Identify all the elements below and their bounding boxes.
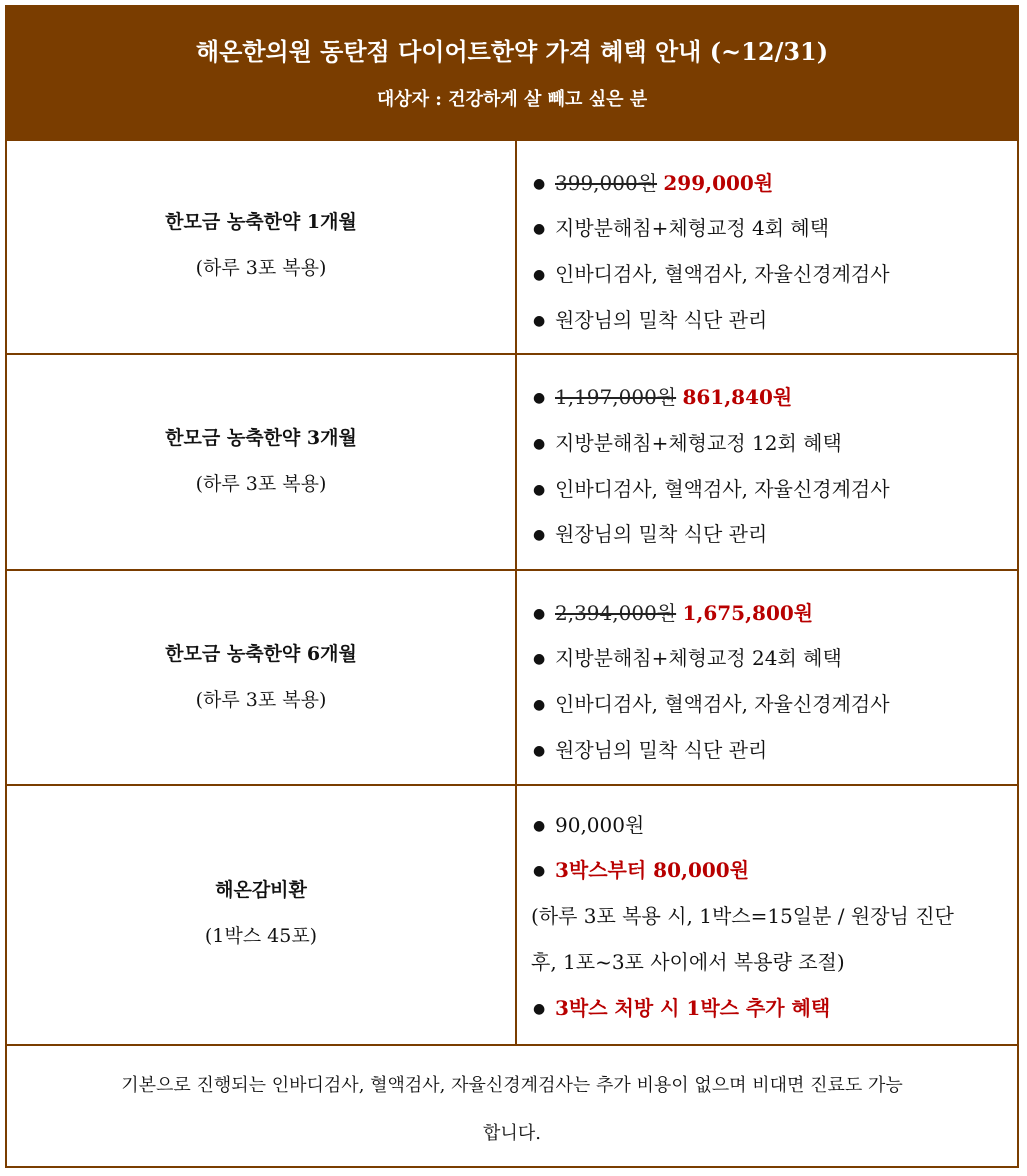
price-line [533,384,792,411]
tests-line [533,691,890,718]
diet-line [533,307,767,334]
page-title: 해온한의원 동탄점 다이어트한약 가격 혜택 안내 (~12/31) [195,37,829,66]
row-divider [7,784,1017,786]
bullet-icon: ● [533,176,546,192]
bullet-icon: ● [533,697,546,713]
product-cell-pill [7,877,515,949]
price-line [533,600,813,627]
bullet-icon: ● [533,390,546,406]
header-banner [7,7,1017,141]
sale-price: 299,000원 [663,171,774,195]
bullet-icon: ● [533,1001,546,1017]
benefit-text: 지방분해침+체형교정 4회 혜택 [555,216,830,240]
product-name: 한모금 농축한약 6개월 [165,643,357,665]
tests-text: 인바디검사, 혈액검사, 자율신경계검사 [555,477,890,501]
product-dosage: (하루 3포 복용) [195,689,327,711]
price-line [533,812,644,839]
product-dosage: (하루 3포 복용) [195,257,327,279]
bullet-icon: ● [533,527,546,543]
product-cell-1month [7,209,515,281]
bullet-icon: ● [533,743,546,759]
price-line [533,170,773,197]
benefit-line [533,215,829,242]
original-price: 2,394,000원 [555,601,677,625]
benefit-line [533,645,842,672]
bonus-line [533,995,830,1022]
benefit-text: 지방분해침+체형교정 24회 혜택 [555,646,842,670]
product-dosage: (하루 3포 복용) [195,473,327,495]
sale-price: 1,675,800원 [682,601,814,625]
bullet-icon: ● [533,651,546,667]
tests-line [533,261,890,288]
original-price: 399,000원 [555,171,658,195]
bonus-text: 3박스 처방 시 1박스 추가 혜택 [555,996,831,1020]
price-table [5,5,1019,1168]
bullet-icon: ● [533,313,546,329]
bullet-icon: ● [533,482,546,498]
tests-text: 인바디검사, 혈액검사, 자율신경계검사 [555,692,890,716]
row-divider [7,1044,1017,1046]
bullet-icon: ● [533,863,546,879]
tests-text: 인바디검사, 혈액검사, 자율신경계검사 [555,262,890,286]
row-divider [7,569,1017,571]
footer-note-line1: 기본으로 진행되는 인바디검사, 혈액검사, 자율신경계검사는 추가 비용이 없으며 비대면 진료도 가능 [121,1075,903,1096]
bullet-icon: ● [533,606,546,622]
diet-text: 원장님의 밀착 식단 관리 [555,308,768,332]
product-name: 한모금 농축한약 1개월 [165,211,357,233]
product-cell-3month [7,425,515,497]
dosage-note-line2: 후, 1포~3포 사이에서 복용량 조절) [531,950,845,974]
diet-line [533,737,767,764]
tests-line [533,476,890,503]
diet-text: 원장님의 밀착 식단 관리 [555,522,768,546]
bullet-icon: ● [533,818,546,834]
column-divider [515,141,517,1044]
diet-text: 원장님의 밀착 식단 관리 [555,738,768,762]
bulk-price-line [533,857,749,884]
product-package: (1박스 45포) [204,925,318,947]
pill-price: 90,000원 [555,813,645,837]
original-price: 1,197,000원 [555,385,677,409]
target-audience: 대상자 : 건강하게 살 빼고 싶은 분 [376,89,648,110]
bullet-icon: ● [533,436,546,452]
benefit-text: 지방분해침+체형교정 12회 혜택 [555,431,842,455]
product-name: 한모금 농축한약 3개월 [165,427,357,449]
bullet-icon: ● [533,221,546,237]
row-divider [7,353,1017,355]
diet-line [533,521,767,548]
sale-price: 861,840원 [682,385,793,409]
benefit-line [533,430,842,457]
dosage-note-line1: (하루 3포 복용 시, 1박스=15일분 / 원장님 진단 [531,904,954,928]
bullet-icon: ● [533,267,546,283]
footer-note-line2: 합니다. [483,1123,541,1144]
bulk-price: 3박스부터 80,000원 [555,858,750,882]
product-name: 해온감비환 [215,879,307,901]
product-cell-6month [7,641,515,713]
